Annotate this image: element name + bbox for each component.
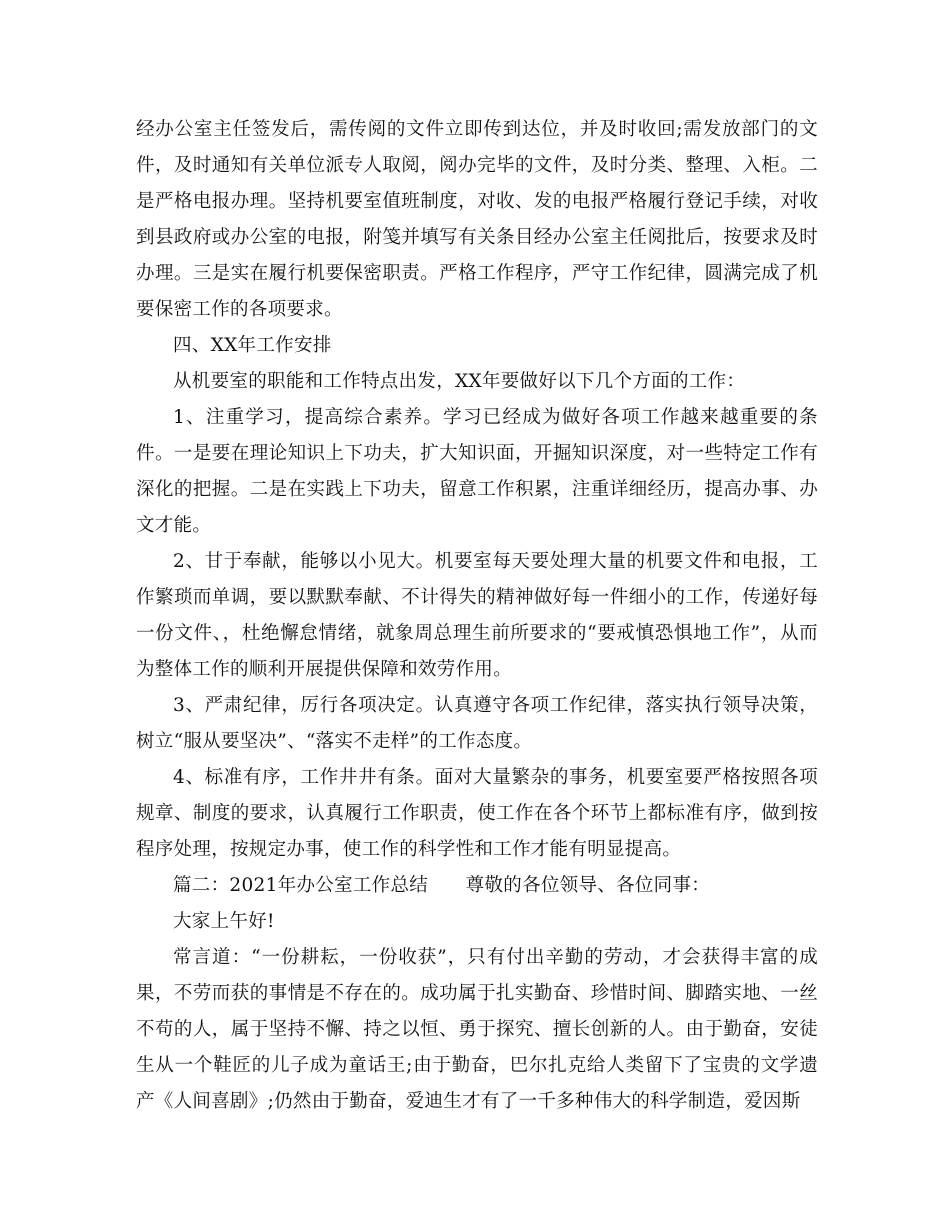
paragraph-item-3: 3、严肃纪律，厉行各项决定。认真遵守各项工作纪律，落实执行领导决策，树立“服从要坚决”、“落实不走样”的工作态度。 <box>136 695 818 752</box>
paragraph-greeting: 大家上午好! <box>173 911 275 932</box>
document-body <box>136 112 818 1120</box>
paragraph-item-2: 2、甘于奉献，能够以小见大。机要室每天要处理大量的机要文件和电报，工作繁琐而单调，要以默默奉献、不计得失的精神做好每一件细小的工作，传递好每一份文件、，杜绝懈怠情绪，就象周总理生前所要求的“要戒慎恐惧地工作”，从而为整体工作的顺利开展提供保障和效劳作用。 <box>136 551 818 680</box>
paragraph-intro: 从机要室的职能和工作特点出发，XX年要做好以下几个方面的工作： <box>173 371 746 392</box>
paragraph-body: 常言道：“一份耕耘，一份收获”，只有付出辛勤的劳动，才会获得丰富的成果，不劳而获的事情是不存在的。成功属于扎实勤奋、珍惜时间、脚踏实地、一丝不苟的人，属于坚持不懈、持之以恒、勇于探究、擅长创新的人。由于勤奋，安徒生从一个鞋匠的儿子成为童话王;由于勤奋，巴尔扎克给人类留下了宝贵的文学遗产《人间喜剧》;仍然由于勤奋，爱迪生才有了一千多种伟大的科学制造，爱因斯 <box>136 947 818 1112</box>
section-heading-work-plan: 四、XX年工作安排 <box>173 335 332 356</box>
paragraph-item-1: 1、注重学习，提高综合素养。学习已经成为做好各项工作越来越重要的条件。一是要在理论知识上下功夫，扩大知识面，开掘知识深度，对一些特定工作有深化的把握。二是在实践上下功夫，留意工作积累，注重详细经历，提高办事、办文才能。 <box>136 407 818 536</box>
paragraph-item-4: 4、标准有序，工作井井有条。面对大量繁杂的事务，机要室要严格按照各项规章、制度的要求，认真履行工作职责，使工作在各个环节上都标准有序，做到按程序处理，按规定办事，使工作的科学性和工作才能有明显提高。 <box>136 767 818 860</box>
paragraph-continuation: 经办公室主任签发后，需传阅的文件立即传到达位，并及时收回;需发放部门的文件，及时通知有关单位派专人取阅，阅办完毕的文件，及时分类、整理、入柜。二是严格电报办理。坚持机要室值班制度，对收、发的电报严格履行登记手续，对收到县政府或办公室的电报，附笺并填写有关条目经办公室主任阅批后，按要求及时办理。三是实在履行机要保密职责。严格工作程序，严守工作纪律，圆满完成了机要保密工作的各项要求。 <box>136 119 818 320</box>
section-heading-part-two: 篇二：2021年办公室工作总结 尊敬的各位领导、各位同事： <box>173 875 711 896</box>
